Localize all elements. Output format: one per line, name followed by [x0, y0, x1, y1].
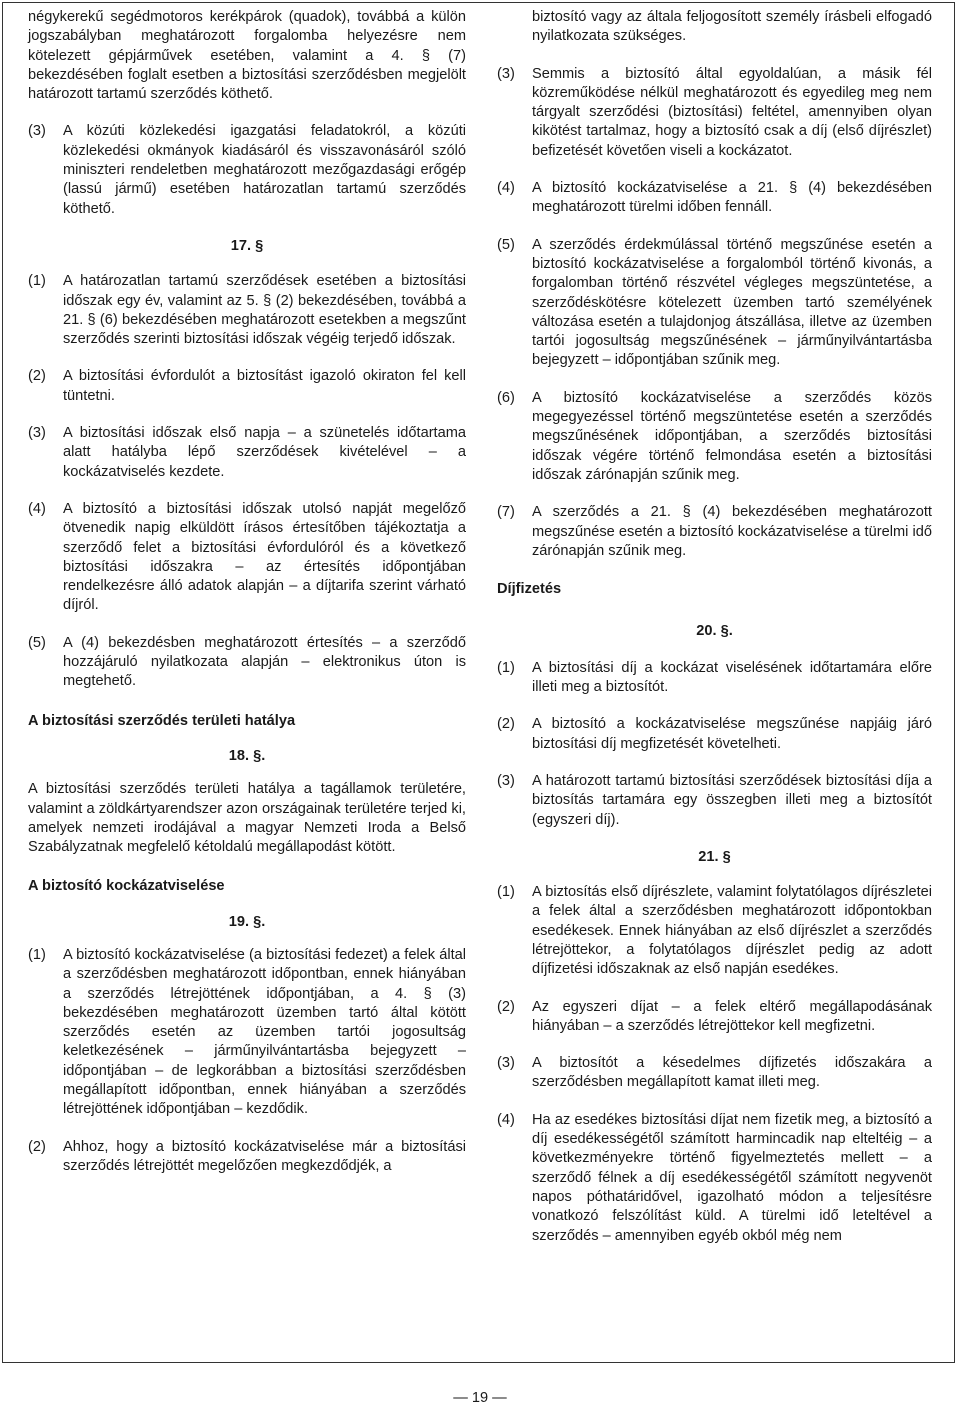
section-20-heading: 20. §.: [696, 623, 733, 640]
right-column: [497, 8, 932, 1246]
section-18-heading: 18. §.: [228, 747, 266, 764]
paragraph-20-3: (3) A határozott tartamú biztosítási szerződések biztosítási díja a biztosítás tartamára egy összegben illeti meg a biztosítót (egyszeri díj).: [497, 772, 932, 828]
paragraph-17-4: (4) A biztosító a biztosítási időszak utolsó napját megelőző ötvenedik napig elküldött írásos értesítőben tájékoztatja a szerződő felet a biztosítási évfordulóról és a következő biztosítási időszakra – az értesítés időpontjában rendelkezésre álló adatok alapján – a díjtarifa szerint várható díjról.: [28, 500, 466, 614]
paragraph-20-2: (2) A biztosító a kockázatviselése megszűnése napjáig járó biztosítási díj megfizetését követelheti.: [497, 716, 932, 752]
paragraph-21-4: (4) Ha az esedékes biztosítási díjat nem fizetik meg, a biztosító a díj esedékességétől számított harmincadik nap elteltéig – a következményekre történő figyelmeztetés mellett – a szerződő félnek a díj esedékességétől számított negyvenöt napos póthatáridővel, igazolható módon a teljesítésre vonatkozó felszólítást küld. A türelmi idő leteltével a szerződés – amennyiben egyéb okból még nem: [497, 1111, 932, 1244]
paragraph-19-1: (1) A biztosító kockázatviselése (a biztosítási fedezet) a felek által a szerződésben meghatározott időpontban, ennek hiányában a szerződés létrejöttének időpontjában, a 4. § (3) bekezdésében meghatározott üzemben tartó által kötött szerződés esetén az üzemben tartói jogosultság keletkezésének – járműnyilvántartásba bejegyzett – időpontjában – de legkorábban a biztosítási szerződésben megállapított időpontban, ennek hiányában a szerződés létrejöttének időpontjában – kezdődik.: [28, 946, 466, 1118]
heading-territorial-scope: A biztosítási szerződés területi hatálya: [28, 712, 296, 729]
paragraph-17-1: (1) A határozatlan tartamú szerződések esetében a biztosítási időszak egy év, valamint az 5. § (2) bekezdésében, továbbá a 21. § (6) bekezdésében meghatározott esetekben a megszűnt szerződés szerinti biztosítási időszak végéig terjedő időszak.: [28, 273, 466, 348]
paragraph-19-6: (6) A biztosító kockázatviselése a szerződés közös megegyezéssel történő megszüntetése esetén a szerződés megszűnésének időpontjában, a szerződés biztosítási időszak végére történő felmondása esetén a biztosítási időszak zárónapján szűnik meg.: [497, 389, 932, 483]
paragraph-18: A biztosítási szerződés területi hatálya a tagállamok területére, valamint a zöldkártyarendszer azon országainak területére terjed ki, amelyek nemzeti irodájával a magyar Nemzeti Iroda a Belső Szabályzatnak megfelelő kétoldalú megállapodást kötött.: [28, 781, 466, 856]
continued-paragraph-right: biztosító vagy az általa feljogosított személy írásbeli elfogadó nyilatkozata szükséges.: [532, 9, 932, 45]
continued-paragraph: négykerekű segédmotoros kerékpárok (quadok), továbbá a külön jogszabályban meghatározott forgalomba helyezésre nem kötelezett gépjárművek esetében, valamint a 4. § (7) bekezdésében foglalt esetben a biztosítási szerződésben megjelölt határozott tartamú szerződés köthető.: [28, 9, 466, 103]
paragraph-19-5: (5) A szerződés érdekmúlással történő megszűnése esetén a biztosító kockázatviselése a forgalomból történő kivonás, a forgalomban történő részvétel végleges megszüntetése, a szerződéskötésre kötelezett üzemben tartó személyének változása esetén a tulajdonjog átszállása, illetve az üzemben tartói jogosultság megszűnésének – járműnyilvántartásba bejegyzett – időpontjában szűnik meg.: [497, 236, 932, 369]
paragraph-21-2: (2) Az egyszeri díjat – a felek eltérő megállapodásának hiányában – a szerződés létrejöttekor kell megfizetni.: [497, 998, 932, 1034]
paragraph-19-2: (2) Ahhoz, hogy a biztosító kockázatviselése már a biztosítási szerződés létrejöttét megelőzően megkezdődjék, a: [28, 1138, 466, 1174]
paragraph-20-1: (1) A biztosítási díj a kockázat viselésének időtartamára előre illeti meg a biztosítót.: [497, 659, 932, 696]
section-17-heading: 17. §: [230, 237, 264, 254]
paragraph-21-3: (3) A biztosítót a késedelmes díjfizetés időszakára a szerződésben megállapított kamat illeti meg.: [497, 1055, 932, 1091]
paragraph-19-3: (3) Semmis a biztosító által egyoldalúan, a másik fél közreműködése nélkül meghatározott és egyedileg meg nem tárgyalt szerződési (biztosítási) feltétel, amennyiben olyan kikötést tartalmaz, hogy a biztosító csak a díj (első díjrészlet) befizetését követően viseli a kockázatot.: [497, 65, 932, 159]
heading-risk-bearing: A biztosító kockázatviselése: [28, 878, 225, 895]
paragraph-19-4: (4) A biztosító kockázatviselése a 21. § (4) bekezdésében meghatározott türelmi időben fennáll.: [497, 180, 932, 216]
page-number: — 19 —: [453, 1390, 507, 1406]
paragraph-16-3: (3) A közúti közlekedési igazgatási feladatokról, a közúti közlekedési okmányok kiadásáról és visszavonásáról szóló miniszteri rendeletben meghatározott mezőgazdasági erőgép (lassú jármű) esetében határozatlan tartamú szerződés köthető.: [28, 123, 466, 217]
paragraph-21-1: (1) A biztosítás első díjrészlete, valamint folytatólagos díjrészletei a felek által a szerződésben meghatározott időpontokban esedékesek. Ennek hiányában az első díjrészlet a szerződés létrejöttekor, a folytatólagos díjrészlet pedig az adott díjfizetési időszaknak az első napján esedékes.: [497, 884, 932, 978]
left-column: [28, 8, 466, 1176]
paragraph-17-2: (2) A biztosítási évfordulót a biztosítást igazoló okiraton fel kell tüntetni.: [28, 368, 466, 404]
paragraph-17-5: (5) A (4) bekezdésben meghatározott értesítés – a szerződő hozzájáruló nyilatkozata alapján – elektronikus úton is megtehető.: [28, 634, 466, 690]
section-21-heading: 21. §: [698, 848, 731, 865]
paragraph-17-3: (3) A biztosítási időszak első napja – a szünetelés időtartama alatt hatályba lépő szerződések kivételével – a kockázatviselés kezdete.: [28, 425, 466, 480]
section-19-heading: 19. §.: [228, 913, 266, 930]
paragraph-19-7: (7) A szerződés a 21. § (4) bekezdésében meghatározott megszűnése esetén a biztosító kockázatviselése a türelmi idő zárónapján szűnik meg.: [497, 504, 932, 559]
heading-premium-payment: Díjfizetés: [497, 581, 562, 598]
